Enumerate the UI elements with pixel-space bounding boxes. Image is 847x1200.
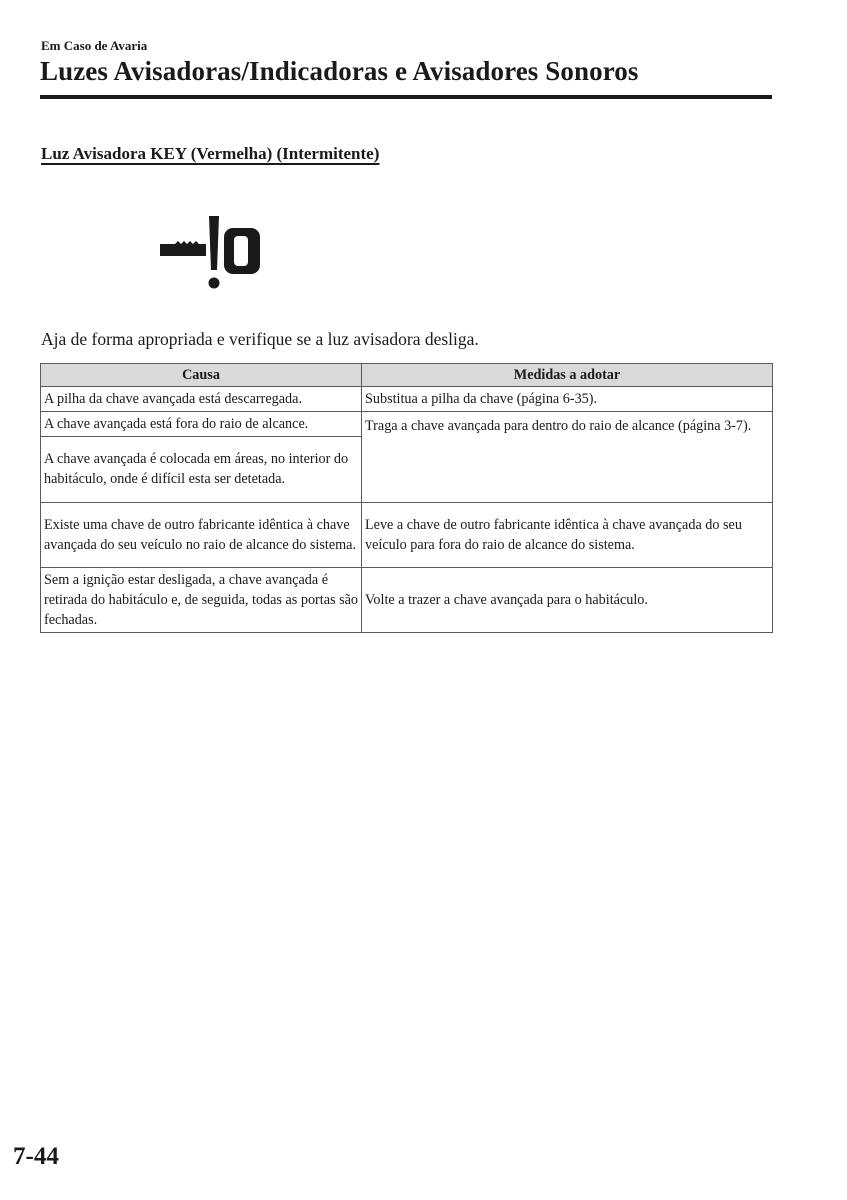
page-number: 7-44 [13, 1143, 59, 1170]
intro-text: Aja de forma apropriada e verifique se a luz avisadora desliga. [41, 329, 479, 349]
section-label: Em Caso de Avaria [41, 38, 148, 53]
cause-cell: A pilha da chave avançada está descarregada. [41, 387, 362, 412]
table-row [41, 503, 773, 568]
cause-cell: A chave avançada está fora do raio de alcance. [41, 412, 362, 437]
action-cell: Substitua a pilha da chave (página 6-35). [362, 387, 773, 412]
table-row [41, 412, 773, 437]
cause-cell: A chave avançada é colocada em áreas, no interior do habitáculo, onde é difícil esta ser detetada. [41, 437, 362, 503]
column-header-action: Medidas a adotar [362, 364, 773, 387]
action-cell: Volte a trazer a chave avançada para o habitáculo. [362, 568, 773, 633]
cause-cell: Sem a ignição estar desligada, a chave avançada é retirada do habitáculo e, de seguida, todas as portas são fechadas. [41, 568, 362, 633]
key-warning-icon [158, 212, 262, 290]
causes-table [40, 363, 773, 633]
action-cell: Leve a chave de outro fabricante idêntica à chave avançada do seu veículo para fora do raio de alcance do sistema. [362, 503, 773, 568]
table-row [41, 568, 773, 633]
subsection-title: Luz Avisadora KEY (Vermelha) (Intermitente) [41, 144, 380, 163]
title-rule [40, 95, 772, 99]
table-row [41, 387, 773, 412]
table-header-row [41, 364, 773, 387]
action-cell: Traga a chave avançada para dentro do raio de alcance (página 3-7). [362, 412, 773, 503]
cause-cell: Existe uma chave de outro fabricante idêntica à chave avançada do seu veículo no raio de alcance do sistema. [41, 503, 362, 568]
page-title: Luzes Avisadoras/Indicadoras e Avisadores Sonoros [40, 56, 639, 86]
column-header-cause: Causa [41, 364, 362, 387]
